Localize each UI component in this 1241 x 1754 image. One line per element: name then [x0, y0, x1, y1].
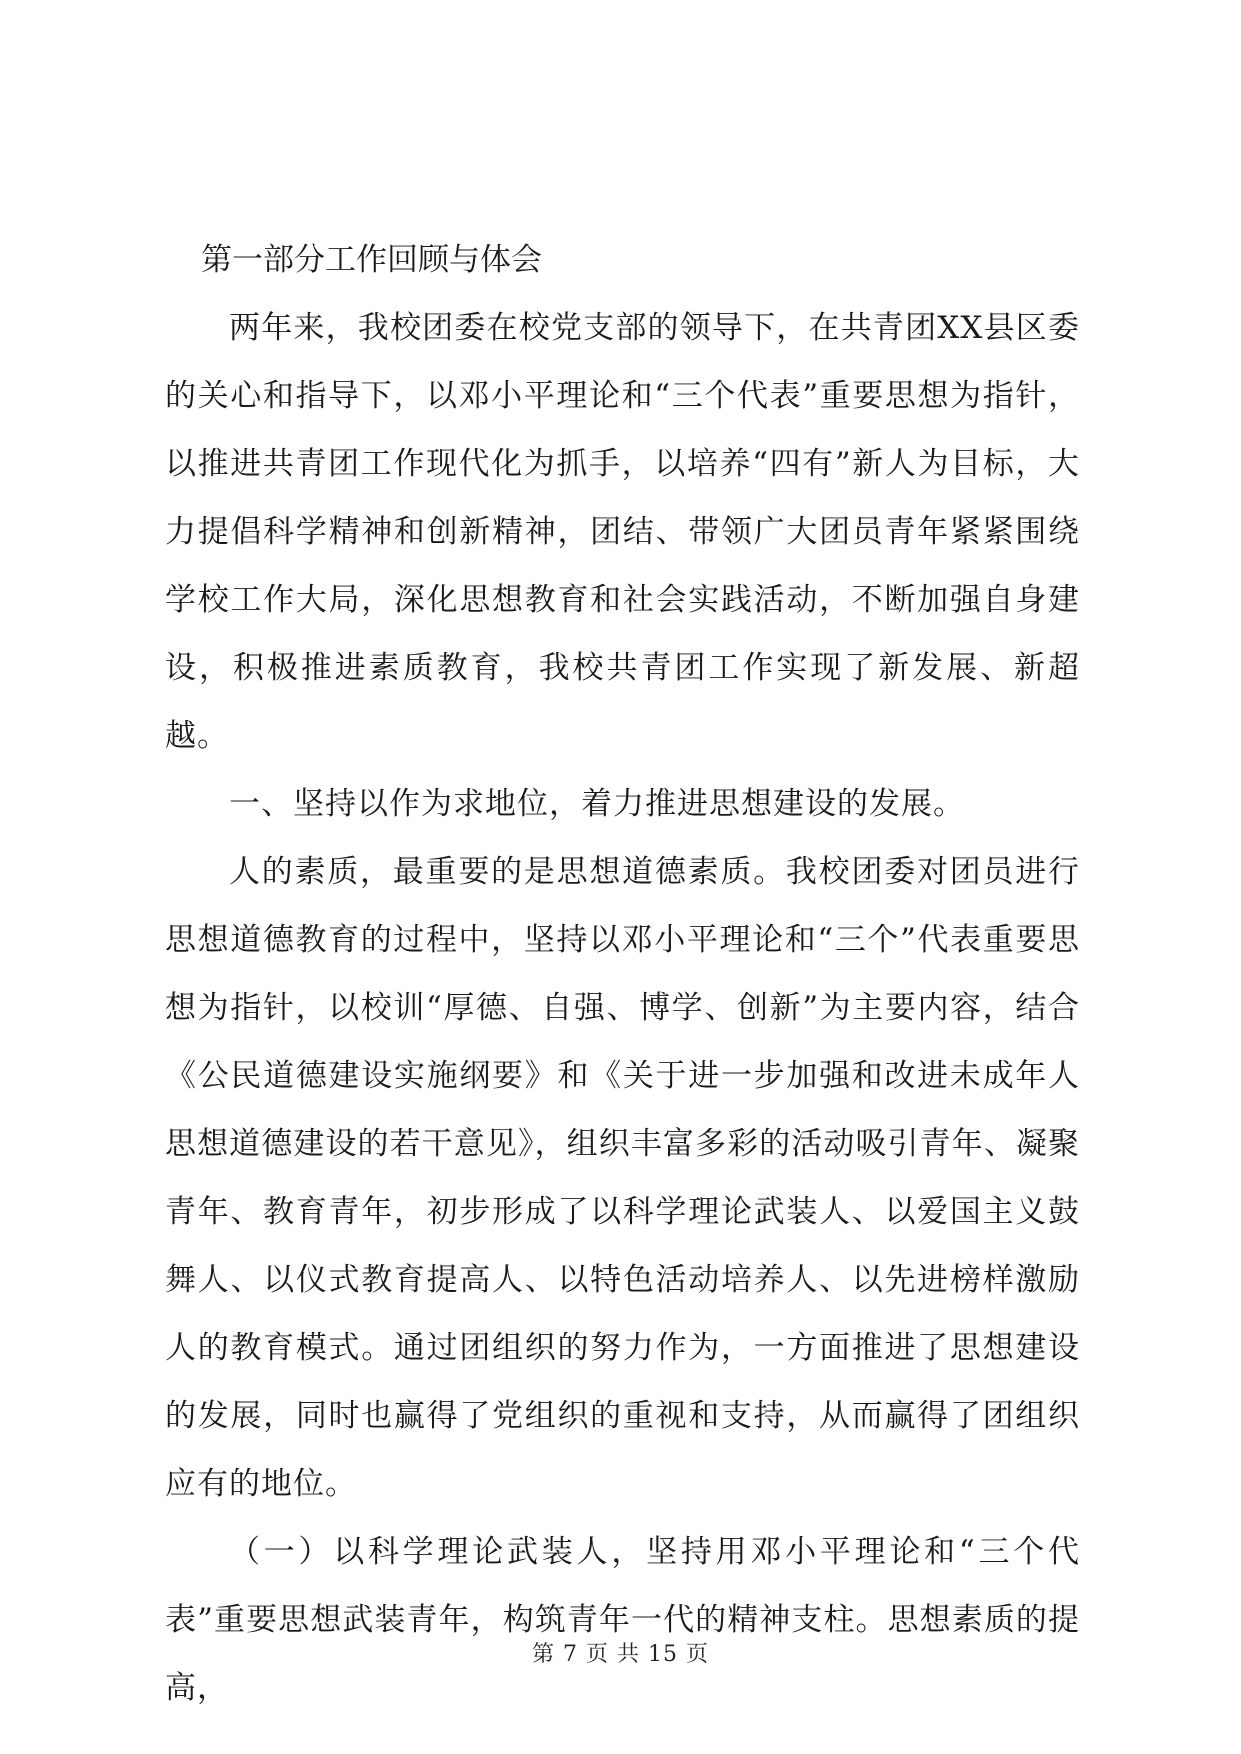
page-number-footer: 第 7 页 共 15 页 [532, 1642, 709, 1667]
paragraph-subheading-one: 一、坚持以作为求地位，着力推进思想建设的发展。 [229, 786, 965, 822]
paragraph-overview: 两年来，我校团委在校党支部的领导下，在共青团XX县区委的关心和指导下，以邓小平理论和“三个代表”重要思想为指针，以推进共青团工作现代化为抓手，以培养“四有”新人为目标，大力提倡科学精神和创新精神，团结、带领广大团员青年紧紧围绕学校工作大局，深化思想教育和社会实践活动，不断加强自身建设，积极推进素质教育，我校共青团工作实现了新发展、新超越。 [165, 310, 1080, 754]
paragraph-theory-arming: （一）以科学理论武装人，坚持用邓小平理论和“三个代表”重要思想武装青年，构筑青年一代的精神支柱。思想素质的提高， [165, 1534, 1080, 1706]
section-heading: 第一部分工作回顾与体会 [201, 242, 542, 278]
paragraph-moral-education: 人的素质，最重要的是思想道德素质。我校团委对团员进行思想道德教育的过程中，坚持以邓小平理论和“三个”代表重要思想为指针，以校训“厚德、自强、博学、创新”为主要内容，结合《公民道德建设实施纲要》和《关于进一步加强和改进未成年人思想道德建设的若干意见》，组织丰富多彩的活动吸引青年、凝聚青年、教育青年，初步形成了以科学理论武装人、以爱国主义鼓舞人、以仪式教育提高人、以特色活动培养人、以先进榜样激励人的教育模式。通过团组织的努力作为，一方面推进了思想建设的发展，同时也赢得了党组织的重视和支持，从而赢得了团组织应有的地位。 [165, 854, 1080, 1502]
document-body [165, 227, 1080, 1722]
